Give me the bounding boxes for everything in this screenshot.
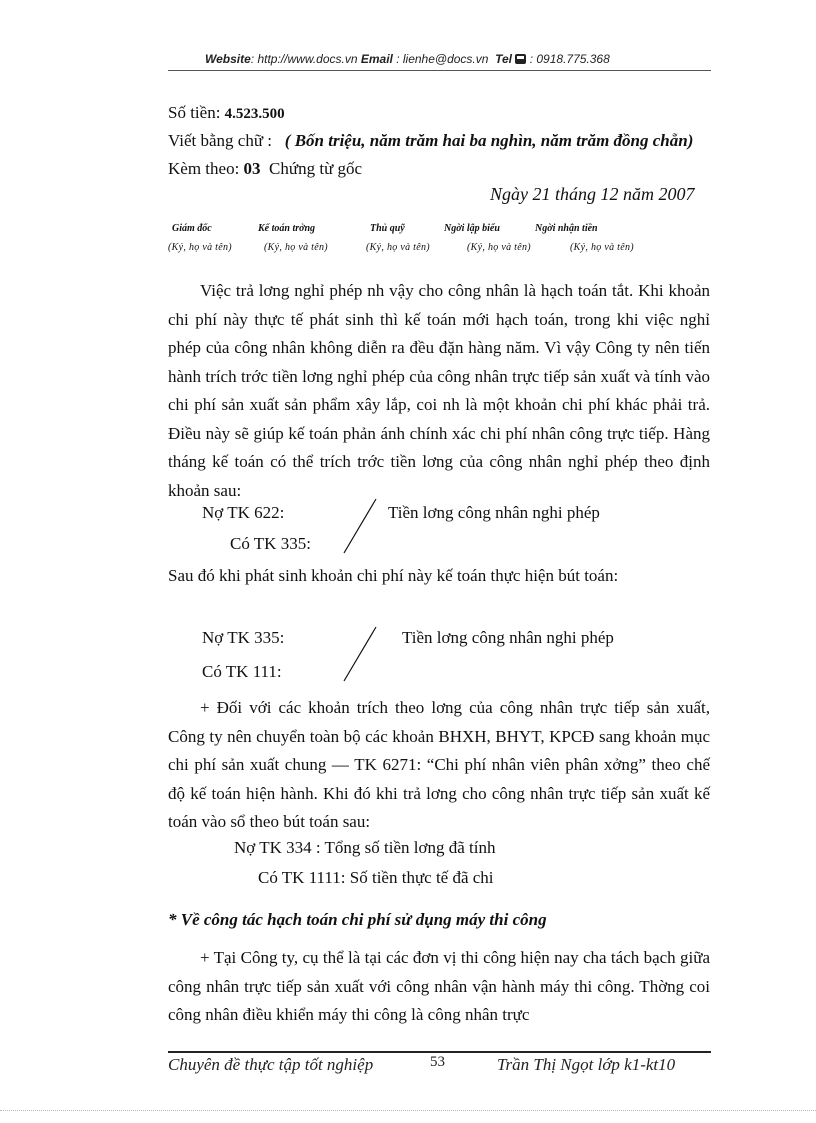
amount-label: Số tiền: [168,103,221,122]
entry3-debit: Nợ TK 334 : Tổng số tiền lơng đã tính [234,838,496,857]
page-number: 53 [430,1054,445,1070]
sig-role-treasurer: Thủ quỹ [370,223,405,234]
paragraph-deductions [168,694,710,837]
entry1-desc: Tiền lơng công nhân nghi phép [388,503,600,522]
entry2-desc: Tiền lơng công nhân nghi phép [402,628,614,647]
sig-role-director: Giám đốc [172,223,212,234]
entry2-slash [340,625,380,683]
email-value[interactable]: : lienhe@docs.vn [392,52,489,66]
page-header [205,52,610,66]
attach-label: Kèm theo: [168,159,240,178]
phone-icon [515,54,526,64]
paragraph-machine [168,944,710,1030]
sig-note-1: (Ký, họ và tên) [168,242,232,253]
sig-role-preparer: Ngời lập biểu [444,223,500,234]
section-heading: * Về công tác hạch toán chi phí sử dụng máy thi công [168,910,547,929]
attach-count: 03 [243,159,261,178]
paragraph-machine-text: + Tại Công ty, cụ thể là tại các đơn vị thi công hiện nay cha tách bạch giữa công nhân trực tiếp sản xuất với công nhân vận hành máy thi công. Thờng coi công nhân điều khiển máy thi công là công nhân trực [168,948,710,1024]
words-value: ( Bốn triệu, năm trăm hai ba nghìn, năm trăm đồng chẵn) [284,131,694,150]
sig-note-4: (Ký, họ và tên) [467,242,531,253]
amount-value: 4.523.500 [224,106,285,122]
after-text: Sau đó khi phát sinh khoản chi phí này kế toán thực hiện bút toán: [168,566,619,585]
entry1-slash [340,497,380,555]
paragraph-leave-pay-text: Việc trả lơng nghỉ phép nh vậy cho công nhân là hạch toán tắt. Khi khoản chi phí này thực tế phát sinh thì kế toán mới hạch toán, trong khi việc nghỉ phép của công nhân không diễn ra đều đặn hàng năm. Vì vậy Công ty nên tiến hành trích trớc tiền lơng nghỉ phép của công nhân trực tiếp sản xuất và tính vào chi phí sản xuất sản phẩm xây lắp, coi nh là một khoản chi phí khác phải trả. Điều này sẽ giúp kế toán phản ánh chính xác chi phí nhân công trực tiếp. Hàng tháng kế toán có thể trích trớc tiền lơng của công nhân nghỉ phép theo định khoản sau: [168,281,710,500]
paragraph-leave-pay [168,277,710,505]
entry1-debit: Nợ TK 622: [202,503,285,522]
entry1-credit: Có TK 335: [230,534,311,553]
entry2-credit: Có TK 111: [202,662,282,681]
header-divider [168,70,711,71]
voucher-date: Ngày 21 tháng 12 năm 2007 [490,184,695,204]
sig-note-5: (Ký, họ và tên) [570,242,634,253]
sig-role-chief-accountant: Kế toán trởng [258,223,316,234]
entry3-credit: Có TK 1111: Số tiền thực tế đã chi [258,868,494,887]
words-label: Viết bằng chữ : [168,131,273,150]
attach-text: Chứng từ gốc [269,159,363,178]
sig-note-2: (Ký, họ và tên) [264,242,328,253]
website-label: Website [205,52,251,66]
website-value[interactable]: : http://www.docs.vn [250,52,358,66]
page-bottom-edge [0,1110,816,1111]
entry2-debit: Nợ TK 335: [202,628,285,647]
sig-role-receiver: Ngời nhận tiền [535,223,598,234]
amount-line [168,103,285,123]
footer-divider [168,1051,711,1053]
paragraph-deductions-text: + Đối với các khoản trích theo lơng của công nhân trực tiếp sản xuất, Công ty nên chuyển toàn bộ các khoản BHXH, BHYT, KPCĐ sang khoản mục chi phí sản xuất chung — TK 6271: “Chi phí nhân viên phân xởng” theo chế độ kế toán hiện hành. Khi đó khi trả lơng cho công nhân trực tiếp sản xuất kế toán vào sổ theo bút toán sau: [168,698,710,831]
footer-right: Trần Thị Ngọt lớp k1-kt10 [497,1055,676,1074]
sig-note-3: (Ký, họ và tên) [366,242,430,253]
attachment-line [168,159,362,179]
tel-value: : 0918.775.368 [526,52,610,66]
amount-words-line [168,131,693,151]
footer-left: Chuyên đề thực tập tốt nghiệp [168,1055,374,1074]
email-label: Email [360,52,393,66]
tel-label: Tel [495,52,513,66]
